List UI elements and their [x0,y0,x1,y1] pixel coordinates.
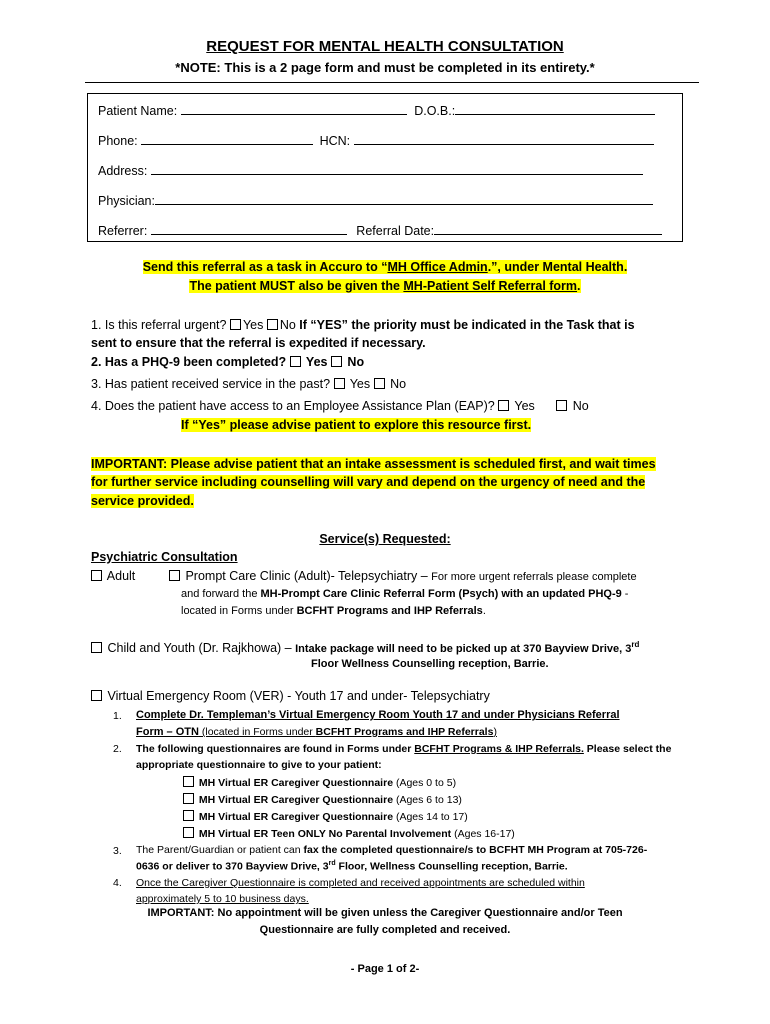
q2-yes-checkbox[interactable] [290,356,301,367]
instruction-line-1 [0,260,770,274]
question-3-text: 3. Has patient received service in the past? [91,377,334,391]
instruction-text: The patient MUST also be given the [189,279,404,293]
q4-note [181,418,531,432]
q4-no-label: No [569,399,589,413]
prompt-care-text: - [621,588,629,600]
psychiatric-consultation-heading: Psychiatric Consultation [91,550,238,564]
q4-no-checkbox[interactable] [556,400,567,411]
important-line-1 [91,457,656,471]
question-2 [91,355,364,369]
ver-location-text: ) [493,726,497,738]
page-number: - Page 1 of 2- [350,963,420,975]
ver-item-2-text: Please select the [583,743,672,755]
patient-name-row [98,102,655,118]
ver-label: Virtual Emergency Room (VER) - Youth 17 and under- Telepsychiatry [104,689,490,703]
referral-date-label: Referral Date: [356,224,435,238]
physician-field[interactable] [155,192,653,205]
instruction-text: . [577,279,581,293]
ver-item-2-line-1 [136,743,671,755]
form-title: REQUEST FOR MENTAL HEALTH CONSULTATION [206,38,564,55]
questionnaire-option-b [183,793,462,806]
ver-item-4-line-2: approximately 5 to 10 business days. [136,893,309,905]
questionnaire-option-d [183,827,515,840]
ver-location-text: (located in Forms under [198,726,316,738]
q1-yes-label: Yes [242,318,267,332]
ver-list-num-2: 2. [113,743,122,755]
address-row [98,162,643,178]
ver-item-3-text: The Parent/Guardian or patient can [136,844,304,856]
phone-label: Phone: [98,134,138,148]
question-4-text: 4. Does the patient have access to an Employee Assistance Plan (EAP)? [91,399,499,413]
ver-item-2-location: BCFHT Programs & IHP Referrals. [414,743,584,755]
referral-date-field[interactable] [434,222,662,235]
patient-name-label: Patient Name: [98,104,178,118]
hcn-label: HCN: [319,134,351,148]
prompt-care-checkbox[interactable] [169,570,180,581]
ver-location-programs: BCFHT Programs and IHP Referrals [315,726,494,738]
referrer-field[interactable] [151,222,347,235]
prompt-care-label: Prompt Care Clinic (Adult)- Telepsychiatry – [182,569,432,583]
ver-list-num-1: 1. [113,710,122,722]
final-important-line-2: Questionnaire are fully completed and received. [259,924,511,936]
form-note: *NOTE: This is a 2 page form and must be completed in its entirety.* [175,60,595,75]
q1-no-checkbox[interactable] [267,319,278,330]
final-important-text: No appointment will be given unless the Caregiver Questionnaire and/or Teen [214,907,623,919]
questionnaire-a-checkbox[interactable] [183,776,194,787]
instruction-text: Send this referral as a task in Accuro to “ [142,260,388,274]
adult-option [91,569,135,583]
questionnaire-c-label: MH Virtual ER Caregiver Questionnaire [196,811,394,823]
questionnaire-option-a [183,776,456,789]
dob-label: D.O.B.: [414,104,456,118]
ver-item-3-sup: rd [328,860,336,867]
final-important-label: IMPORTANT: [147,907,215,919]
ver-item-3-line-1 [136,844,647,856]
ver-item-4-line-1: Once the Caregiver Questionnaire is completed and received appointments are scheduled within [136,877,585,889]
prompt-care-text: located in Forms under [181,605,297,617]
phone-row [98,132,654,148]
prompt-care-line-2 [181,588,628,600]
q4-yes-checkbox[interactable] [498,400,509,411]
prompt-care-note: For more urgent referrals please complete [431,571,637,583]
final-important-line-1 [0,907,770,919]
child-youth-label: Child and Youth (Dr. Rajkhowa) – [104,641,296,656]
q2-yes-label: Yes [302,355,331,369]
important-line-2 [91,475,645,489]
questionnaire-d-checkbox[interactable] [183,827,194,838]
child-youth-note: Intake package will need to be picked up at 370 Bayview Drive, 3 [295,643,632,656]
questionnaire-b-ages: (Ages 6 to 13) [393,794,462,806]
phone-field[interactable] [141,132,313,145]
ver-item-1-line-1: Complete Dr. Templeman’s Virtual Emergency Room Youth 17 and under Physicians Referral [136,709,620,721]
q3-yes-checkbox[interactable] [334,378,345,389]
ver-form-otn: Form – OTN [136,726,199,738]
instruction-text: .”, under Mental Health. [487,260,628,274]
prompt-care-location: BCFHT Programs and IHP Referrals [296,605,483,617]
q1-yes-checkbox[interactable] [230,319,241,330]
hcn-field[interactable] [354,132,654,145]
ver-checkbox[interactable] [91,690,102,701]
ver-item-2-line-2: appropriate questionnaire to give to your patient: [136,759,382,771]
question-4 [91,399,589,413]
questionnaire-c-checkbox[interactable] [183,810,194,821]
important-text: IMPORTANT: Please advise patient that an intake assessment is scheduled first, and wait times [91,457,656,471]
child-youth-sup: rd [631,640,640,649]
prompt-care-option [169,569,637,583]
patient-info-box [87,93,683,242]
physician-row [98,192,653,208]
questionnaire-d-ages: (Ages 16-17) [451,828,515,840]
q4-note-text: If “Yes” please advise patient to explore this resource first. [181,418,532,432]
address-field[interactable] [151,162,643,175]
ver-option [91,689,490,703]
services-heading: Service(s) Requested: [319,532,451,546]
ver-item-3-text: Floor, Wellness Counselling reception, Barrie. [335,860,568,873]
q3-no-label: No [386,377,407,391]
question-1-text: 1. Is this referral urgent? [91,318,230,332]
q1-priority-note: If “YES” the priority must be indicated in the Task that is [299,318,635,332]
adult-label: Adult [104,569,136,583]
important-line-3 [91,494,194,508]
ver-list-num-3: 3. [113,845,122,857]
address-label: Address: [98,164,148,178]
prompt-care-line-3 [181,605,486,617]
child-youth-option [91,640,639,655]
referrer-row [98,222,662,238]
self-referral-form-link[interactable]: MH-Patient Self Referral form [403,279,578,293]
question-1 [91,318,635,332]
q4-yes-label: Yes [511,399,539,413]
adult-checkbox[interactable] [91,570,102,581]
referrer-label: Referrer: [98,224,148,238]
q3-no-checkbox[interactable] [374,378,385,389]
patient-name-field[interactable] [181,102,407,115]
question-2-text: 2. Has a PHQ-9 been completed? [91,355,290,369]
child-youth-line-2: Floor Wellness Counselling reception, Barrie. [311,658,549,670]
questionnaire-a-ages: (Ages 0 to 5) [393,777,457,789]
physician-label: Physician: [98,194,155,208]
ver-item-1-line-2 [136,726,497,738]
ver-item-3-text: 0636 or deliver to 370 Bayview Drive, 3 [136,860,329,873]
question-3 [91,377,406,391]
ver-item-2-text: The following questionnaires are found in Forms under [136,743,415,755]
ver-item-3-line-2 [136,860,568,873]
ver-item-3-fax: fax the completed questionnaire/s to BCFHT MH Program at 705-726- [303,844,648,856]
q2-no-checkbox[interactable] [331,356,342,367]
mh-office-admin-link[interactable]: MH Office Admin [387,260,488,274]
q1-no-label: No [279,318,300,332]
child-youth-checkbox[interactable] [91,642,102,653]
question-1-line-2: sent to ensure that the referral is expedited if necessary. [91,336,426,350]
prompt-care-text: and forward the [181,588,261,600]
prompt-care-form-name: MH-Prompt Care Clinic Referral Form (Psych) with an updated PHQ-9 [260,588,622,600]
q3-yes-label: Yes [346,377,374,391]
q2-no-label: No [343,355,365,369]
questionnaire-option-c [183,810,468,823]
instruction-line-2 [0,279,770,293]
questionnaire-c-ages: (Ages 14 to 17) [393,811,468,823]
questionnaire-d-label: MH Virtual ER Teen ONLY No Parental Involvement [196,828,452,840]
header-divider [85,82,699,83]
questionnaire-b-label: MH Virtual ER Caregiver Questionnaire [196,794,394,806]
questionnaire-a-label: MH Virtual ER Caregiver Questionnaire [196,777,394,789]
important-text: service provided. [91,494,194,508]
dob-field[interactable] [455,102,655,115]
important-text: for further service including counselling will vary and depend on the urgency of need and the [91,475,646,489]
questionnaire-b-checkbox[interactable] [183,793,194,804]
ver-list-num-4: 4. [113,877,122,889]
prompt-care-text: . [482,605,486,617]
